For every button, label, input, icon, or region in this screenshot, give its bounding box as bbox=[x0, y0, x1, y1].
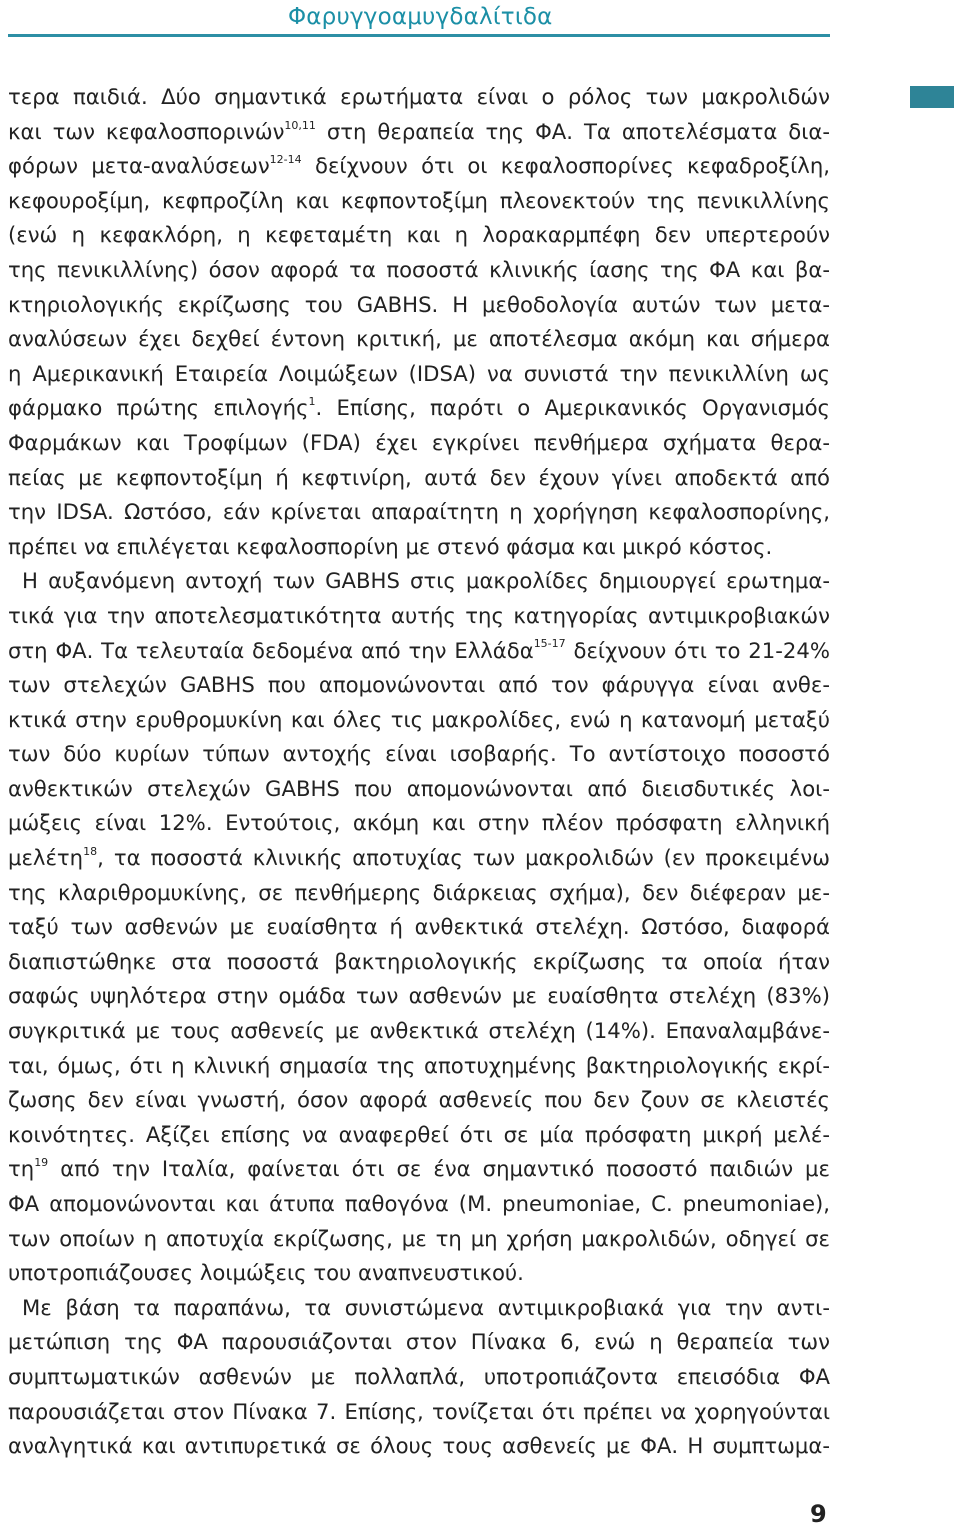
body-text bbox=[8, 80, 830, 1464]
line-text-continued: από την Ιταλία, φαίνεται ότι σε ένα σημαντικό ποσοστό παιδιών με bbox=[48, 1156, 830, 1182]
line-text: πρέπει να επιλέγεται κεφαλοσπορίνη με στενό φάσμα και μικρό κόστος. bbox=[8, 533, 773, 559]
text-line bbox=[8, 149, 830, 184]
citation-superscript: 19 bbox=[34, 1156, 49, 1170]
line-text-continued: δείχνουν ότι οι κεφαλοσπορίνες κεφαδροξίλη, bbox=[301, 153, 830, 179]
text-line bbox=[8, 115, 830, 150]
line-text-continued: στη θεραπεία της ΦΑ. Τα αποτελέσματα δια- bbox=[315, 118, 830, 144]
text-line bbox=[8, 1187, 830, 1222]
page-number: 9 bbox=[810, 1500, 827, 1528]
text-line bbox=[8, 1152, 830, 1187]
line-text: την IDSA. Ωστόσο, εάν κρίνεται απαραίτητη η χορήγηση κεφαλοσπορίνης, bbox=[8, 499, 830, 525]
text-line bbox=[8, 495, 830, 530]
line-text: μετώπιση της ΦΑ παρουσιάζονται στον Πίνακα 6, ενώ η θεραπεία των bbox=[8, 1329, 830, 1355]
text-line bbox=[8, 461, 830, 496]
text-line bbox=[8, 1360, 830, 1395]
line-text: η Αμερικανική Εταιρεία Λοιμώξεων (IDSA) να συνιστά την πενικιλλίνη ως bbox=[8, 360, 830, 386]
line-text-continued: , τα ποσοστά κλινικής αποτυχίας των μακρολιδών (εν προκειμένω bbox=[97, 845, 830, 871]
text-line bbox=[8, 945, 830, 980]
text-line bbox=[8, 253, 830, 288]
line-text: κτηριολογικής εκρίζωσης του GABHS. Η μεθοδολογία αυτών των μετα- bbox=[8, 291, 830, 317]
text-line bbox=[8, 703, 830, 738]
text-line bbox=[8, 184, 830, 219]
line-text: συγκριτικά με τους ασθενείς με ανθεκτικά στελέχη (14%). Επαναλαμβάνε- bbox=[8, 1018, 830, 1044]
line-text-continued: . Επίσης, παρότι ο Αμερικανικός Οργανισμός bbox=[315, 395, 830, 421]
line-text: Με βάση τα παραπάνω, τα συνιστώμενα αντιμικροβιακά για την αντι- bbox=[22, 1294, 830, 1320]
line-text: μώξεις είναι 12%. Εντούτοις, ακόμη και στην πλέον πρόσφατη ελληνική bbox=[8, 810, 830, 836]
line-text: ανθεκτικών στελεχών GABHS που απομονώνονται από διεισδυτικές λοι- bbox=[8, 775, 830, 801]
text-line bbox=[8, 322, 830, 357]
text-line bbox=[8, 426, 830, 461]
text-line bbox=[8, 1118, 830, 1153]
text-line bbox=[8, 1014, 830, 1049]
line-text: (ενώ η κεφακλόρη, η κεφεταμέτη και η λορακαρμπέφη δεν υπερτερούν bbox=[8, 222, 830, 248]
line-text: ται, όμως, ότι η κλινική σημασία της αποτυχημένης βακτηριολογικής εκρί- bbox=[8, 1052, 830, 1078]
line-text: ΦΑ απομονώνονται και άτυπα παθογόνα (M. pneumoniae, C. pneumoniae), bbox=[8, 1191, 830, 1216]
line-text: ζωσης δεν είναι γνωστή, όσον αφορά ασθενείς που δεν ζουν σε κλειστές bbox=[8, 1087, 830, 1113]
text-line bbox=[8, 391, 830, 426]
text-line bbox=[8, 1083, 830, 1118]
line-text: Η αυξανόμενη αντοχή των GABHS στις μακρολίδες δημιουργεί ερωτημα- bbox=[22, 568, 830, 594]
section-marker bbox=[910, 86, 954, 108]
line-text: ταξύ των ασθενών με ευαίσθητα ή ανθεκτικά στελέχη. Ωστόσο, διαφορά bbox=[8, 914, 830, 940]
text-line bbox=[8, 1049, 830, 1084]
text-line bbox=[8, 357, 830, 392]
text-line bbox=[8, 564, 830, 599]
line-text: κοινότητες. Αξίζει επίσης να αναφερθεί ότι σε μία πρόσφατη μικρή μελέ- bbox=[8, 1121, 830, 1147]
line-text: των οποίων η αποτυχία εκρίζωσης, με τη μη χρήση μακρολιδών, οδηγεί σε bbox=[8, 1225, 830, 1251]
text-line bbox=[8, 634, 830, 669]
line-text: της κλαριθρομυκίνης, σε πενθήμερης διάρκειας σχήμα), δεν διέφεραν με- bbox=[8, 879, 830, 905]
line-text: φόρων μετα-αναλύσεων bbox=[8, 153, 270, 179]
line-text: τικά για την αποτελεσματικότητα αυτής της κατηγορίας αντιμικροβιακών bbox=[8, 602, 830, 628]
text-line bbox=[8, 979, 830, 1014]
line-text: στη ΦΑ. Τα τελευταία δεδομένα από την Ελλάδα bbox=[8, 637, 534, 663]
text-line bbox=[8, 80, 830, 115]
text-line bbox=[8, 1395, 830, 1430]
line-text: Φαρμάκων και Τροφίμων (FDA) έχει εγκρίνει πενθήμερα σχήματα θερα- bbox=[8, 429, 830, 455]
line-text: και των κεφαλοσπορινών bbox=[8, 118, 285, 144]
text-line bbox=[8, 530, 830, 565]
citation-superscript: 15-17 bbox=[533, 637, 566, 651]
text-line bbox=[8, 806, 830, 841]
running-header-title: Φαρυγγοαμυγδαλίτιδα bbox=[288, 4, 553, 30]
text-line bbox=[8, 1325, 830, 1360]
text-line bbox=[8, 876, 830, 911]
line-text: αναλγητικά και αντιπυρετικά σε όλους τους ασθενείς με ΦΑ. Η συμπτωμα- bbox=[8, 1433, 830, 1459]
citation-superscript: 1 bbox=[308, 395, 316, 409]
text-line bbox=[8, 1291, 830, 1326]
text-line bbox=[8, 772, 830, 807]
line-text: σαφώς υψηλότερα στην ομάδα των ασθενών με ευαίσθητα στελέχη (83%) bbox=[8, 983, 830, 1009]
line-text: τη bbox=[8, 1156, 35, 1182]
line-text: των δύο κυρίων τύπων αντοχής είναι ισοβαρής. Το αντίστοιχο ποσοστό bbox=[8, 741, 830, 767]
line-text: διαπιστώθηκε στα ποσοστά βακτηριολογικής εκρίζωσης τα οποία ήταν bbox=[8, 948, 830, 974]
line-text: της πενικιλλίνης) όσον αφορά τα ποσοστά κλινικής ίασης της ΦΑ και βα- bbox=[8, 256, 830, 282]
text-line bbox=[8, 1256, 830, 1291]
line-text: των στελεχών GABHS που απομονώνονται από τον φάρυγγα είναι ανθε- bbox=[8, 672, 830, 698]
text-line bbox=[8, 1429, 830, 1464]
line-text: τερα παιδιά. Δύο σημαντικά ερωτήματα είναι ο ρόλος των μακρολιδών bbox=[8, 84, 830, 109]
line-text-continued: δείχνουν ότι το 21-24% bbox=[565, 637, 830, 663]
line-text: μελέτη bbox=[8, 845, 84, 871]
citation-superscript: 12-14 bbox=[269, 153, 302, 167]
text-line bbox=[8, 668, 830, 703]
line-text: αναλύσεων έχει δεχθεί έντονη κριτική, με αποτέλεσμα ακόμη και σήμερα bbox=[8, 326, 830, 352]
line-text: φάρμακο πρώτης επιλογής bbox=[8, 395, 309, 421]
text-line bbox=[8, 218, 830, 253]
line-text: παρουσιάζεται στον Πίνακα 7. Επίσης, τονίζεται ότι πρέπει να χορηγούνται bbox=[8, 1398, 830, 1424]
text-line bbox=[8, 910, 830, 945]
citation-superscript: 10,11 bbox=[284, 118, 316, 132]
text-line bbox=[8, 1222, 830, 1257]
text-line bbox=[8, 288, 830, 323]
line-text: συμπτωματικών ασθενών με πολλαπλά, υποτροπιάζοντα επεισόδια ΦΑ bbox=[8, 1363, 830, 1389]
text-line bbox=[8, 737, 830, 772]
line-text: κεφουροξίμη, κεφπροζίλη και κεφποντοξίμη πλεονεκτούν της πενικιλλίνης bbox=[8, 187, 830, 213]
citation-superscript: 18 bbox=[83, 845, 98, 858]
text-line bbox=[8, 841, 830, 876]
header-rule bbox=[8, 34, 830, 37]
line-text: κτικά στην ερυθρομυκίνη και όλες τις μακρολίδες, ενώ η κατανομή μεταξύ bbox=[8, 706, 830, 732]
line-text: πείας με κεφποντοξίμη ή κεφτινίρη, αυτά δεν έχουν γίνει αποδεκτά από bbox=[8, 464, 830, 490]
line-text: υποτροπιάζουσες λοιμώξεις του αναπνευστικού. bbox=[8, 1260, 524, 1286]
text-line bbox=[8, 599, 830, 634]
